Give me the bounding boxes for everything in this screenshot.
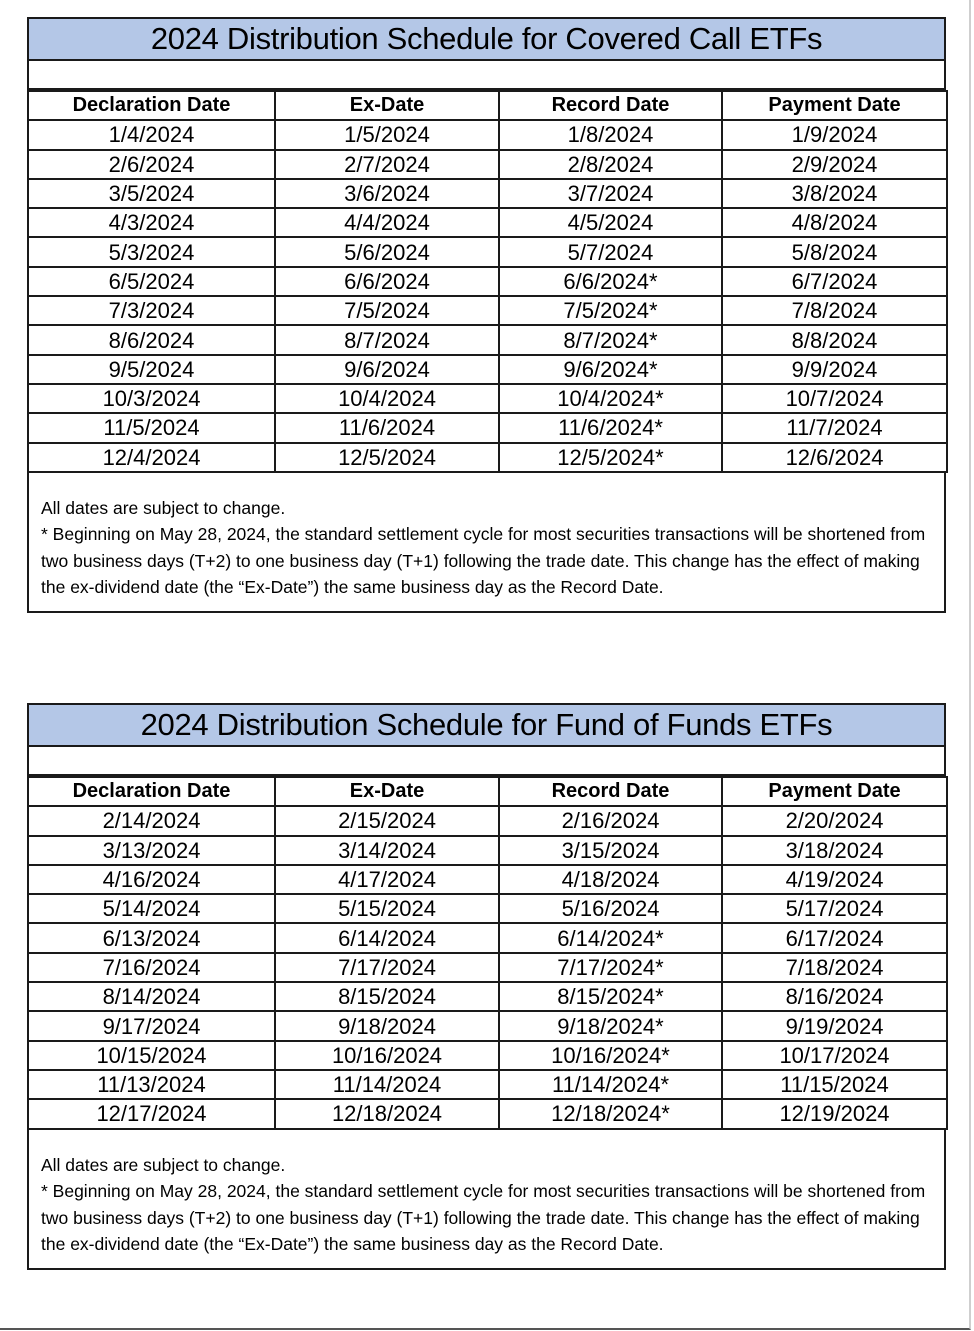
ex-date-cell: 4/4/2024: [275, 208, 499, 237]
record-date-cell: 11/6/2024*: [499, 413, 722, 442]
record-date-cell: 8/7/2024*: [499, 325, 722, 354]
declaration-date-cell: 3/5/2024: [28, 179, 275, 208]
table-row: [28, 923, 947, 952]
ex-date-cell: 7/5/2024: [275, 296, 499, 325]
record-date-cell: 5/7/2024: [499, 237, 722, 266]
ex-date-cell: 2/7/2024: [275, 150, 499, 179]
payment-date-cell: 6/7/2024: [722, 267, 947, 296]
table-row: [28, 836, 947, 865]
record-date-cell: 3/15/2024: [499, 836, 722, 865]
record-date-cell: 9/18/2024*: [499, 1011, 722, 1040]
ex-date-cell: 4/17/2024: [275, 865, 499, 894]
payment-date-cell: 8/8/2024: [722, 325, 947, 354]
header-payment-date: Payment Date: [722, 777, 947, 806]
disclaimer-note: All dates are subject to change.: [41, 1154, 286, 1175]
ex-date-cell: 5/15/2024: [275, 894, 499, 923]
payment-date-cell: 12/6/2024: [722, 443, 947, 472]
header-ex-date: Ex-Date: [275, 91, 499, 120]
record-date-cell: 10/16/2024*: [499, 1041, 722, 1070]
record-date-cell: 12/5/2024*: [499, 443, 722, 472]
payment-date-cell: 4/19/2024: [722, 865, 947, 894]
record-date-cell: 7/17/2024*: [499, 953, 722, 982]
table-row: [28, 413, 947, 442]
table-row: [28, 296, 947, 325]
covered-call-schedule: [27, 17, 946, 613]
table-row: [28, 267, 947, 296]
record-date-cell: 12/18/2024*: [499, 1099, 722, 1128]
table-row: [28, 179, 947, 208]
record-date-cell: 2/8/2024: [499, 150, 722, 179]
declaration-date-cell: 10/3/2024: [28, 384, 275, 413]
declaration-date-cell: 8/14/2024: [28, 982, 275, 1011]
declaration-date-cell: 5/14/2024: [28, 894, 275, 923]
payment-date-cell: 5/8/2024: [722, 237, 947, 266]
schedule-table: [27, 776, 948, 1130]
ex-date-cell: 9/6/2024: [275, 355, 499, 384]
declaration-date-cell: 9/17/2024: [28, 1011, 275, 1040]
table-row: [28, 865, 947, 894]
ex-date-cell: 8/15/2024: [275, 982, 499, 1011]
declaration-date-cell: 5/3/2024: [28, 237, 275, 266]
table-row: [28, 150, 947, 179]
table-row: [28, 120, 947, 149]
payment-date-cell: 9/9/2024: [722, 355, 947, 384]
spacer-row: [27, 61, 946, 90]
payment-date-cell: 3/8/2024: [722, 179, 947, 208]
declaration-date-cell: 10/15/2024: [28, 1041, 275, 1070]
record-date-cell: 4/5/2024: [499, 208, 722, 237]
schedule-title: 2024 Distribution Schedule for Fund of Funds ETFs: [27, 703, 946, 747]
header-declaration-date: Declaration Date: [28, 91, 275, 120]
header-ex-date: Ex-Date: [275, 777, 499, 806]
declaration-date-cell: 11/13/2024: [28, 1070, 275, 1099]
declaration-date-cell: 7/3/2024: [28, 296, 275, 325]
declaration-date-cell: 12/17/2024: [28, 1099, 275, 1128]
ex-date-cell: 12/18/2024: [275, 1099, 499, 1128]
header-declaration-date: Declaration Date: [28, 777, 275, 806]
record-date-cell: 4/18/2024: [499, 865, 722, 894]
ex-date-cell: 6/14/2024: [275, 923, 499, 952]
declaration-date-cell: 11/5/2024: [28, 413, 275, 442]
ex-date-cell: 7/17/2024: [275, 953, 499, 982]
declaration-date-cell: 7/16/2024: [28, 953, 275, 982]
table-row: [28, 1099, 947, 1128]
table-row: [28, 355, 947, 384]
declaration-date-cell: 12/4/2024: [28, 443, 275, 472]
schedule-notes: [27, 1130, 946, 1270]
ex-date-cell: 3/14/2024: [275, 836, 499, 865]
table-row: [28, 325, 947, 354]
table-row: [28, 443, 947, 472]
table-row: [28, 806, 947, 835]
settlement-footnote: * Beginning on May 28, 2024, the standard settlement cycle for most securities transactions will be shortened from two business days (T+2) to one business day (T+1) following the trade date. This change has the effect of making the ex-dividend date (the “Ex-Date”) the same business day as the Record Date.: [41, 1181, 926, 1255]
ex-date-cell: 6/6/2024: [275, 267, 499, 296]
schedule-table: [27, 90, 948, 473]
declaration-date-cell: 2/6/2024: [28, 150, 275, 179]
payment-date-cell: 9/19/2024: [722, 1011, 947, 1040]
header-row: [28, 91, 947, 120]
declaration-date-cell: 9/5/2024: [28, 355, 275, 384]
record-date-cell: 1/8/2024: [499, 120, 722, 149]
ex-date-cell: 8/7/2024: [275, 325, 499, 354]
disclaimer-note: All dates are subject to change.: [41, 497, 286, 518]
declaration-date-cell: 6/13/2024: [28, 923, 275, 952]
record-date-cell: 6/6/2024*: [499, 267, 722, 296]
table-row: [28, 1041, 947, 1070]
ex-date-cell: 12/5/2024: [275, 443, 499, 472]
declaration-date-cell: 4/16/2024: [28, 865, 275, 894]
ex-date-cell: 11/14/2024: [275, 1070, 499, 1099]
payment-date-cell: 1/9/2024: [722, 120, 947, 149]
table-row: [28, 237, 947, 266]
schedule-notes: [27, 473, 946, 613]
ex-date-cell: 1/5/2024: [275, 120, 499, 149]
record-date-cell: 8/15/2024*: [499, 982, 722, 1011]
ex-date-cell: 10/4/2024: [275, 384, 499, 413]
declaration-date-cell: 4/3/2024: [28, 208, 275, 237]
record-date-cell: 5/16/2024: [499, 894, 722, 923]
declaration-date-cell: 6/5/2024: [28, 267, 275, 296]
settlement-footnote: * Beginning on May 28, 2024, the standard settlement cycle for most securities transactions will be shortened from two business days (T+2) to one business day (T+1) following the trade date. This change has the effect of making the ex-dividend date (the “Ex-Date”) the same business day as the Record Date.: [41, 524, 926, 598]
declaration-date-cell: 1/4/2024: [28, 120, 275, 149]
payment-date-cell: 5/17/2024: [722, 894, 947, 923]
ex-date-cell: 3/6/2024: [275, 179, 499, 208]
table-row: [28, 1070, 947, 1099]
record-date-cell: 7/5/2024*: [499, 296, 722, 325]
ex-date-cell: 5/6/2024: [275, 237, 499, 266]
header-row: [28, 777, 947, 806]
payment-date-cell: 12/19/2024: [722, 1099, 947, 1128]
payment-date-cell: 2/9/2024: [722, 150, 947, 179]
payment-date-cell: 4/8/2024: [722, 208, 947, 237]
record-date-cell: 11/14/2024*: [499, 1070, 722, 1099]
declaration-date-cell: 2/14/2024: [28, 806, 275, 835]
payment-date-cell: 11/7/2024: [722, 413, 947, 442]
table-row: [28, 953, 947, 982]
record-date-cell: 3/7/2024: [499, 179, 722, 208]
header-payment-date: Payment Date: [722, 91, 947, 120]
record-date-cell: 6/14/2024*: [499, 923, 722, 952]
payment-date-cell: 8/16/2024: [722, 982, 947, 1011]
payment-date-cell: 10/17/2024: [722, 1041, 947, 1070]
spacer-row: [27, 747, 946, 776]
payment-date-cell: 7/18/2024: [722, 953, 947, 982]
declaration-date-cell: 3/13/2024: [28, 836, 275, 865]
ex-date-cell: 10/16/2024: [275, 1041, 499, 1070]
table-row: [28, 1011, 947, 1040]
header-record-date: Record Date: [499, 777, 722, 806]
table-row: [28, 894, 947, 923]
record-date-cell: 9/6/2024*: [499, 355, 722, 384]
fund-of-funds-schedule: [27, 703, 946, 1270]
table-row: [28, 384, 947, 413]
ex-date-cell: 9/18/2024: [275, 1011, 499, 1040]
payment-date-cell: 11/15/2024: [722, 1070, 947, 1099]
payment-date-cell: 3/18/2024: [722, 836, 947, 865]
declaration-date-cell: 8/6/2024: [28, 325, 275, 354]
table-row: [28, 208, 947, 237]
header-record-date: Record Date: [499, 91, 722, 120]
payment-date-cell: 10/7/2024: [722, 384, 947, 413]
payment-date-cell: 7/8/2024: [722, 296, 947, 325]
record-date-cell: 10/4/2024*: [499, 384, 722, 413]
payment-date-cell: 2/20/2024: [722, 806, 947, 835]
record-date-cell: 2/16/2024: [499, 806, 722, 835]
payment-date-cell: 6/17/2024: [722, 923, 947, 952]
ex-date-cell: 2/15/2024: [275, 806, 499, 835]
schedule-title: 2024 Distribution Schedule for Covered Call ETFs: [27, 17, 946, 61]
table-row: [28, 982, 947, 1011]
ex-date-cell: 11/6/2024: [275, 413, 499, 442]
